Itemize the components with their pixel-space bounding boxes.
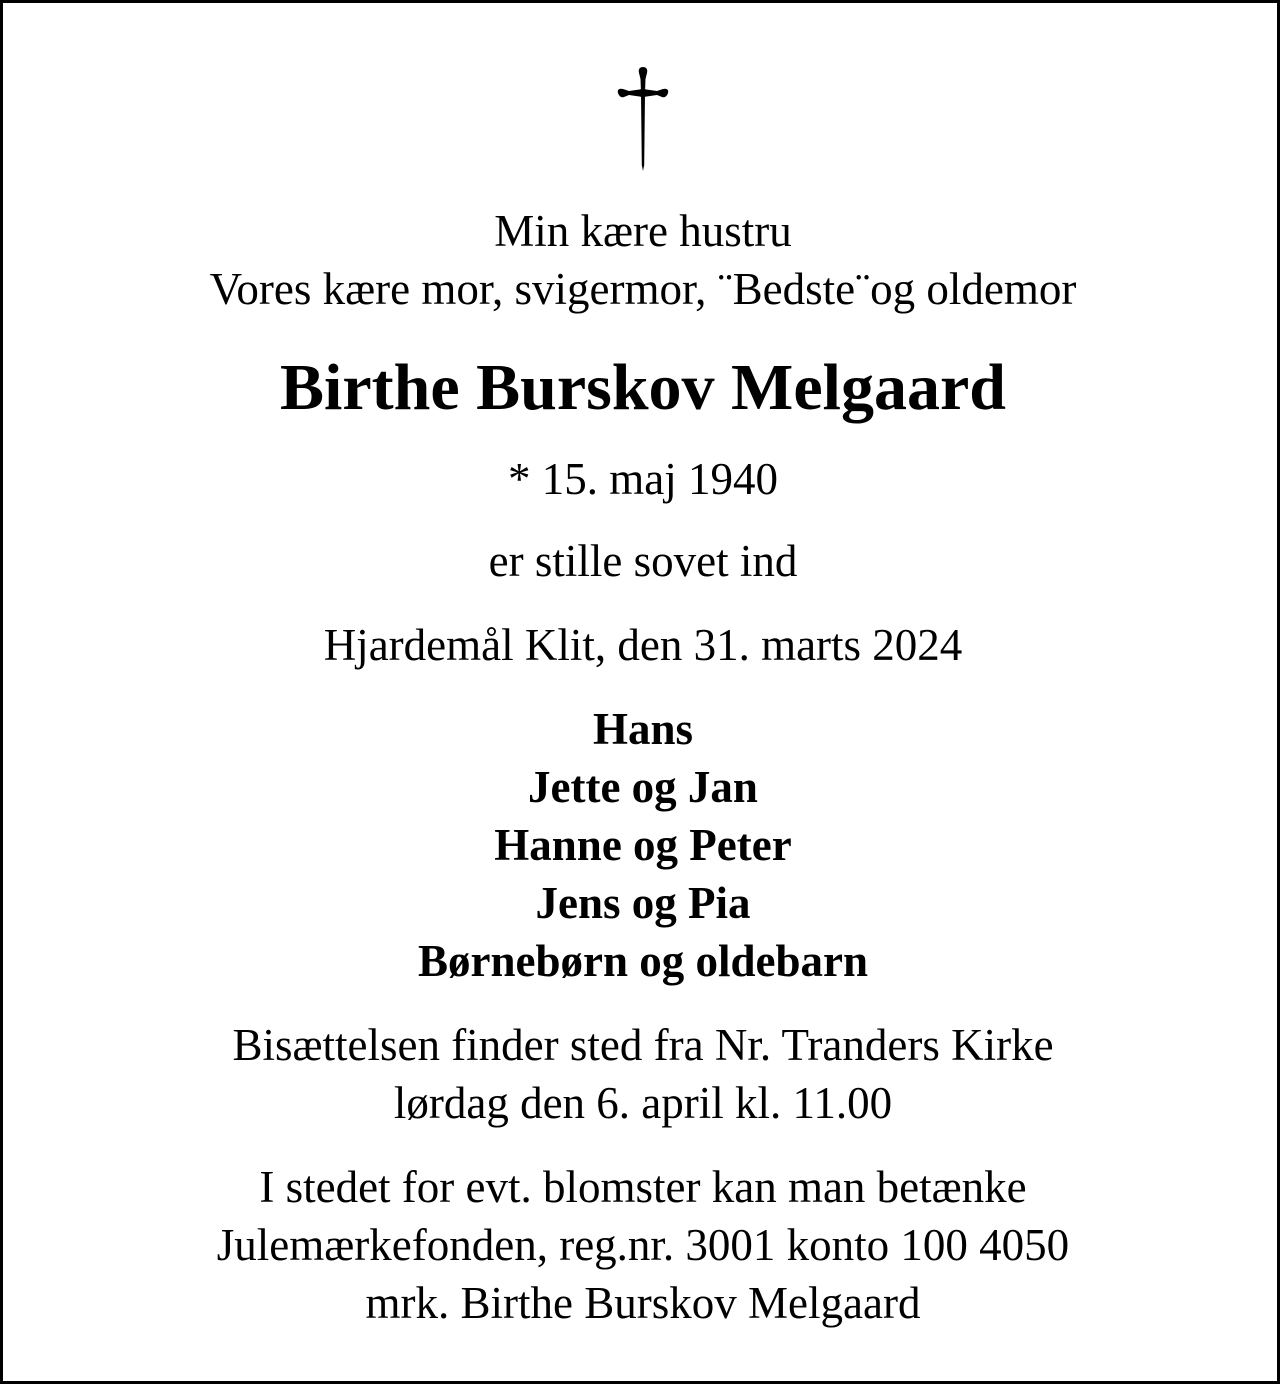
cross-icon (611, 65, 675, 173)
family-member: Hans (592, 704, 694, 754)
place-date: Hjardemål Klit, den 31. marts 2024 (323, 620, 963, 670)
family-member: Jens og Pia (535, 878, 751, 928)
family-member: Børnebørn og oldebarn (417, 936, 869, 986)
ceremony-line-2: lørdag den 6. april kl. 11.00 (393, 1078, 893, 1128)
birth-date: * 15. maj 1940 (508, 454, 778, 504)
donation-line-3: mrk. Birthe Burskov Melgaard (365, 1278, 921, 1328)
family-member: Hanne og Peter (494, 820, 792, 870)
family-member: Jette og Jan (528, 762, 758, 812)
donation-line-2: Julemærkefonden, reg.nr. 3001 konto 100 4050 (216, 1220, 1070, 1270)
passed-text: er stille sovet ind (488, 536, 798, 586)
intro-line-2: Vores kære mor, svigermor, ¨Bedste¨og oldemor (209, 264, 1077, 314)
ceremony-line-1: Bisættelsen finder sted fra Nr. Tranders Kirke (232, 1020, 1054, 1070)
deceased-name: Birthe Burskov Melgaard (280, 351, 1006, 424)
intro-line-1: Min kære hustru (494, 206, 792, 256)
donation-line-1: I stedet for evt. blomster kan man betænke (259, 1162, 1027, 1212)
